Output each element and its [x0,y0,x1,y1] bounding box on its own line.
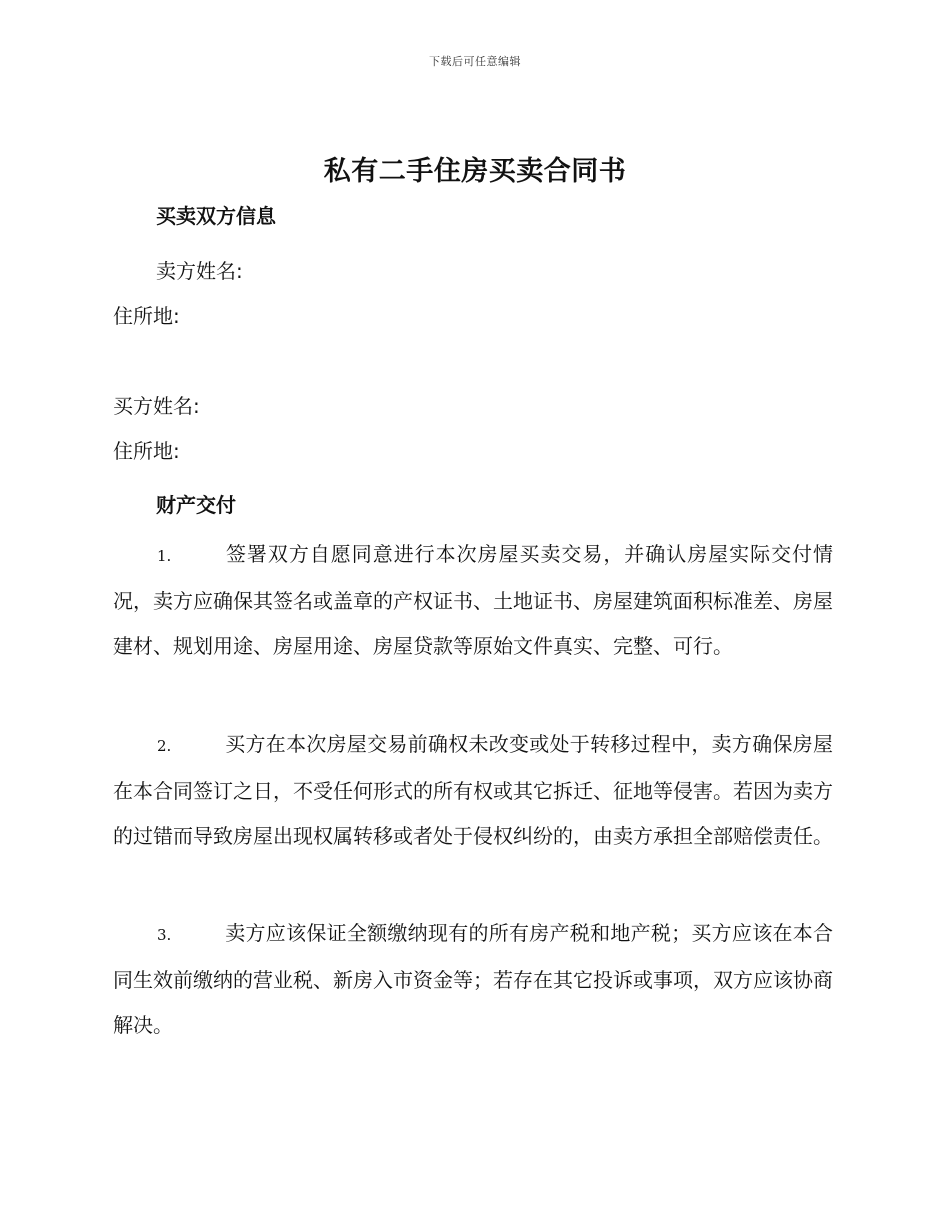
clause-text: 买方在本次房屋交易前确权未改变或处于转移过程中，卖方确保房屋在本合同签订之日，不受任何形式的所有权或其它拆迁、征地等侵害。若因为卖方的过错而导致房屋出现权属转移或者处于侵权纠纷的，由卖方承担全部赔偿责任。 [113,732,833,848]
buyer-address-label: 住所地: [113,439,180,463]
clause-text: 签署双方自愿同意进行本次房屋买卖交易，并确认房屋实际交付情况，卖方应确保其签名或盖章的产权证书、土地证书、房屋建筑面积标准差、房屋建材、规划用途、房屋用途、房屋贷款等原始文件真实、完整、可行。 [113,542,833,658]
clause-1 [113,532,833,669]
clause-2 [113,722,833,859]
document-title: 私有二手住房买卖合同书 [323,156,627,187]
clause-text: 卖方应该保证全额缴纳现有的所有房产税和地产税；买方应该在本合同生效前缴纳的营业税、新房入市资金等；若存在其它投诉或事项，双方应该协商解决。 [113,921,833,1037]
section-heading-delivery: 财产交付 [156,493,236,517]
clause-number: 3. [157,926,172,944]
clause-3 [113,911,833,1048]
seller-address-label: 住所地: [113,304,180,328]
buyer-name-label: 买方姓名: [113,394,200,418]
clause-number: 2. [157,737,172,755]
header-note: 下载后可任意编辑 [429,55,521,68]
section-heading-parties: 买卖双方信息 [156,204,276,228]
clause-number: 1. [157,547,172,565]
seller-name-label: 卖方姓名: [156,259,243,283]
